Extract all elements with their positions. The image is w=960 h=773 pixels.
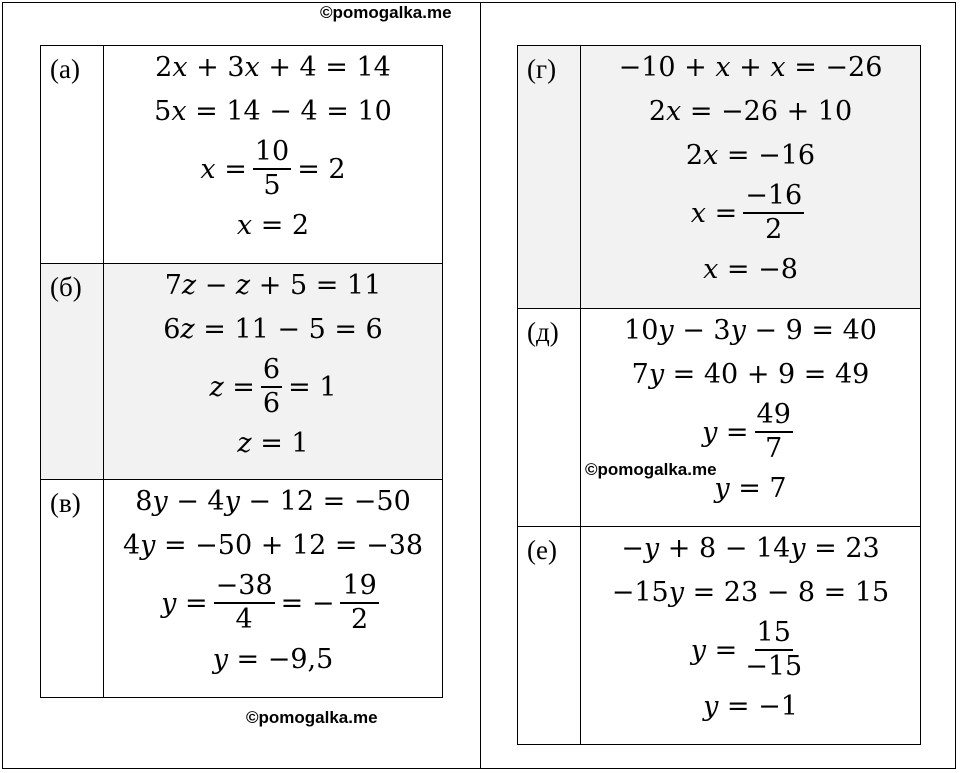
fraction-denominator: 2 xyxy=(765,214,783,245)
equation-text: 𝑦 = xyxy=(161,587,208,619)
fraction-numerator: 15 xyxy=(755,617,793,651)
problem-row xyxy=(41,480,443,698)
equation-line: 10𝑦 − 3𝑦 − 9 = 40 xyxy=(624,315,877,346)
equation-text: 𝑥 = xyxy=(690,197,738,229)
equation-text: = 1 xyxy=(288,371,337,403)
watermark: ©pomogalka.me xyxy=(246,708,378,727)
problem-row xyxy=(41,264,443,480)
equation-text: 𝑥 = xyxy=(200,153,247,185)
fraction-numerator: 19 xyxy=(340,570,378,604)
fraction-denominator: 6 xyxy=(262,388,281,419)
equation-line xyxy=(104,568,442,638)
problem-row xyxy=(41,46,443,264)
fraction-denominator: −15 xyxy=(745,651,803,682)
equation-line: 𝑦 = −1 xyxy=(703,691,798,722)
equation-line: 𝑥 = 2 xyxy=(236,210,310,241)
problem-label: (г) xyxy=(518,46,581,309)
fraction xyxy=(340,570,378,636)
solution-steps xyxy=(581,309,921,527)
equation-line xyxy=(104,134,442,204)
equation-text: 𝑦 = xyxy=(690,634,738,666)
problem-row xyxy=(518,46,921,309)
equation-line: 5𝑥 = 14 − 4 = 10 xyxy=(154,96,392,127)
solution-steps xyxy=(581,46,921,309)
fraction xyxy=(261,354,282,420)
equation-line: 𝑥 = −8 xyxy=(703,254,798,285)
equation-text: = − xyxy=(280,587,335,619)
fraction-numerator: −16 xyxy=(743,180,804,214)
fraction-numerator: 10 xyxy=(253,136,291,170)
equation-line: 𝑦 = 7 xyxy=(714,473,787,504)
problem-label: (д) xyxy=(518,309,581,527)
solution-steps xyxy=(581,527,921,745)
fraction-denominator: 5 xyxy=(263,170,281,201)
fraction-denominator: 2 xyxy=(351,604,369,635)
problem-label: (а) xyxy=(41,46,104,264)
equation-line: −10 + 𝑥 + 𝑥 = −26 xyxy=(618,52,883,83)
equation-line: 7𝑧 − 𝑧 + 5 = 11 xyxy=(164,270,382,301)
equation-line: 𝑦 = −9,5 xyxy=(212,644,334,675)
problem-label: (е) xyxy=(518,527,581,745)
equation-line xyxy=(581,397,920,467)
fraction-denominator: 4 xyxy=(235,604,253,635)
equation-line: 7𝑦 = 40 + 9 = 49 xyxy=(631,359,870,390)
fraction-numerator: 49 xyxy=(755,399,793,433)
solution-table xyxy=(40,45,443,698)
equation-line: 2𝑥 = −16 xyxy=(685,140,816,171)
fraction xyxy=(214,570,275,636)
equation-text: = 2 xyxy=(297,153,346,185)
problem-row xyxy=(518,309,921,527)
equation-text: 𝑧 = xyxy=(209,371,255,403)
equation-line xyxy=(104,352,442,422)
fraction xyxy=(755,399,793,465)
equation-line xyxy=(581,178,920,248)
solution-steps xyxy=(104,46,443,264)
watermark: ©pomogalka.me xyxy=(320,3,452,22)
problem-row xyxy=(518,527,921,745)
solution-table xyxy=(517,45,921,745)
equation-line: 𝑧 = 1 xyxy=(237,428,309,459)
equation-line: −𝑦 + 8 − 14𝑦 = 23 xyxy=(621,533,880,564)
solution-steps xyxy=(104,264,443,480)
fraction xyxy=(253,136,291,202)
solution-steps xyxy=(104,480,443,698)
fraction xyxy=(743,180,804,246)
equation-text: 𝑦 = xyxy=(702,416,749,448)
equation-line: 2𝑥 + 3𝑥 + 4 = 14 xyxy=(155,52,391,83)
column-divider xyxy=(480,2,481,769)
watermark: ©pomogalka.me xyxy=(585,460,717,479)
fraction-numerator: 6 xyxy=(261,354,282,388)
fraction xyxy=(743,617,804,683)
equation-line: 4𝑦 = −50 + 12 = −38 xyxy=(122,530,424,561)
fraction-denominator: 7 xyxy=(765,433,783,464)
equation-line: 8𝑦 − 4𝑦 − 12 = −50 xyxy=(135,486,411,517)
equation-line: 6𝑧 = 11 − 5 = 6 xyxy=(163,314,383,345)
fraction-numerator: −38 xyxy=(214,570,275,604)
equation-line: 2𝑥 = −26 + 10 xyxy=(648,96,853,127)
problem-label: (в) xyxy=(41,480,104,698)
equation-line: −15𝑦 = 23 − 8 = 15 xyxy=(611,577,890,608)
equation-line xyxy=(581,615,920,685)
problem-label: (б) xyxy=(41,264,104,480)
